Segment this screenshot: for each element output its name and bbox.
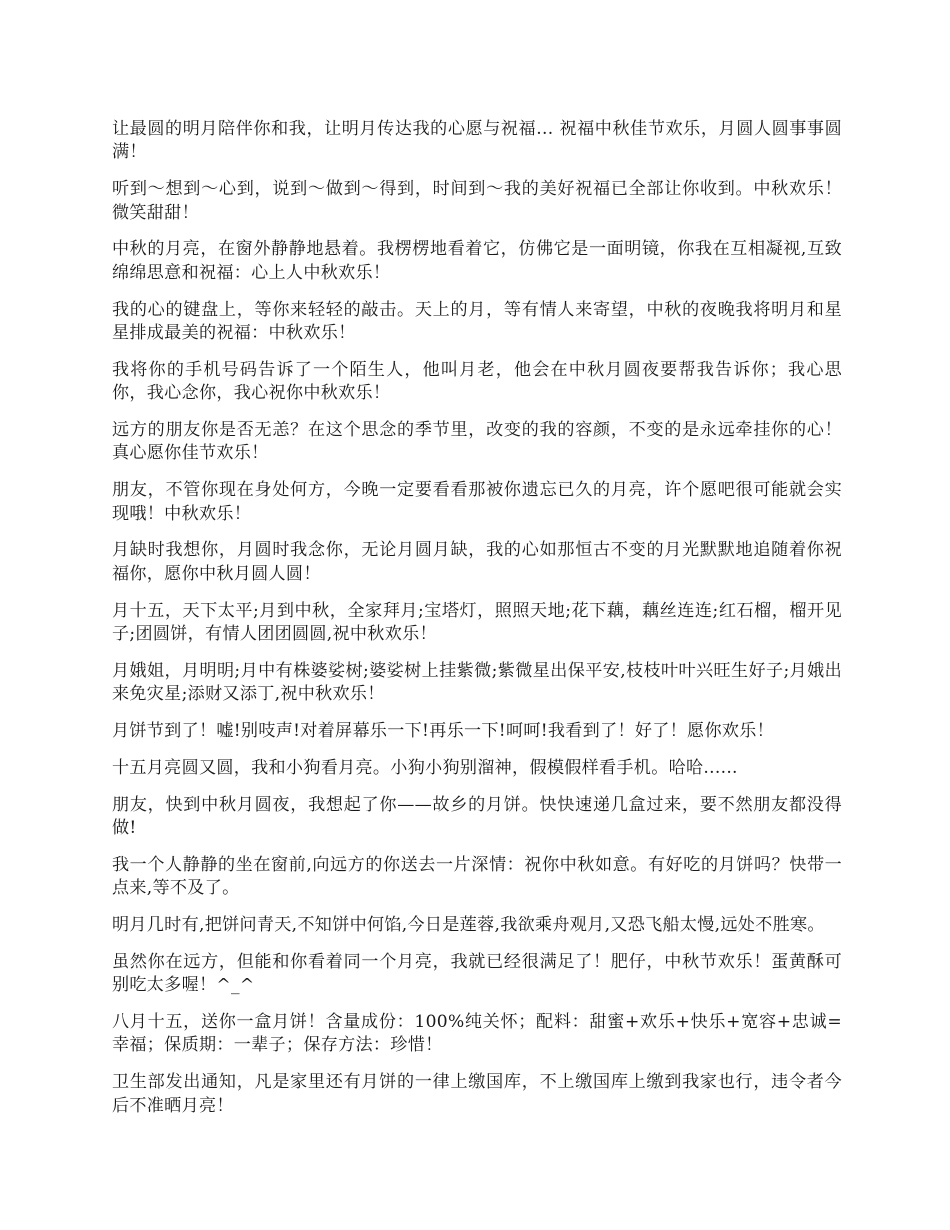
paragraph-9: 月十五，天下太平;月到中秋，全家拜月;宝塔灯，照照天地;花下藕，藕丝连连;红石榴，榴开见子;团圆饼，有情人团团圆圆,祝中秋欢乐！ xyxy=(112,600,842,645)
paragraph-14: 我一个人静静的坐在窗前,向远方的你送去一片深情：祝你中秋如意。有好吃的月饼吗？快带一点来,等不及了。 xyxy=(112,854,842,899)
paragraph-4: 我的心的键盘上，等你来轻轻的敲击。天上的月，等有情人来寄望，中秋的夜晚我将明月和星星排成最美的祝福：中秋欢乐！ xyxy=(112,299,842,344)
paragraph-10: 月娥姐，月明明;月中有株婆娑树;婆娑树上挂紫微;紫微星出保平安,枝枝叶叶兴旺生好子;月娥出来免灾星;添财又添丁,祝中秋欢乐！ xyxy=(112,660,842,705)
paragraph-11: 月饼节到了！嘘!别吱声!对着屏幕乐一下!再乐一下!呵呵!我看到了！好了！愿你欢乐！ xyxy=(112,721,775,742)
paragraph-12: 十五月亮圆又圆，我和小狗看月亮。小狗小狗别溜神，假模假样看手机。哈哈...... xyxy=(112,757,738,778)
paragraph-17: 八月十五，送你一盒月饼！含量成份：100%纯关怀；配料：甜蜜+欢乐+快乐+宽容+忠诚=幸福；保质期：一辈子；保存方法：珍惜！ xyxy=(112,1012,842,1056)
paragraph-6: 远方的朋友你是否无恙？在这个思念的季节里，改变的我的容颜，不变的是永远牵挂你的心！真心愿你佳节欢乐！ xyxy=(112,420,842,464)
paragraph-13: 朋友，快到中秋月圆夜，我想起了你——故乡的月饼。快快速递几盒过来，要不然朋友都没得做! xyxy=(112,794,842,839)
paragraph-1: 让最圆的明月陪伴你和我，让明月传达我的心愿与祝福... 祝福中秋佳节欢乐，月圆人圆事事圆满！ xyxy=(112,119,842,163)
document-page xyxy=(112,118,842,1131)
paragraph-5: 我将你的手机号码告诉了一个陌生人，他叫月老，他会在中秋月圆夜要帮我告诉你；我心思你，我心念你，我心祝你中秋欢乐！ xyxy=(112,359,842,404)
paragraph-8: 月缺时我想你，月圆时我念你，无论月圆月缺，我的心如那恒古不变的月光默默地追随着你祝福你，愿你中秋月圆人圆！ xyxy=(112,540,842,584)
paragraph-15: 明月几时有,把饼问青天,不知饼中何馅,今日是莲蓉,我欲乘舟观月,又恐飞船太慢,远处不胜寒。 xyxy=(112,915,825,936)
paragraph-7: 朋友，不管你现在身处何方，今晚一定要看看那被你遗忘已久的月亮，许个愿吧很可能就会实现哦！中秋欢乐！ xyxy=(112,480,842,524)
paragraph-3: 中秋的月亮，在窗外静静地悬着。我楞楞地看着它，仿佛它是一面明镜，你我在互相凝视,互致绵绵思意和祝福：心上人中秋欢乐！ xyxy=(112,239,842,283)
paragraph-2: 听到～想到～心到，说到～做到～得到，时间到～我的美好祝福已全部让你收到。中秋欢乐！微笑甜甜！ xyxy=(112,179,842,223)
paragraph-18: 卫生部发出通知，凡是家里还有月饼的一律上缴国库，不上缴国库上缴到我家也行，违令者今后不准晒月亮！ xyxy=(112,1072,842,1116)
paragraph-16: 虽然你在远方，但能和你看着同一个月亮，我就已经很满足了！肥仔，中秋节欢乐！蛋黄酥可别吃太多喔！^_^ xyxy=(112,951,842,996)
